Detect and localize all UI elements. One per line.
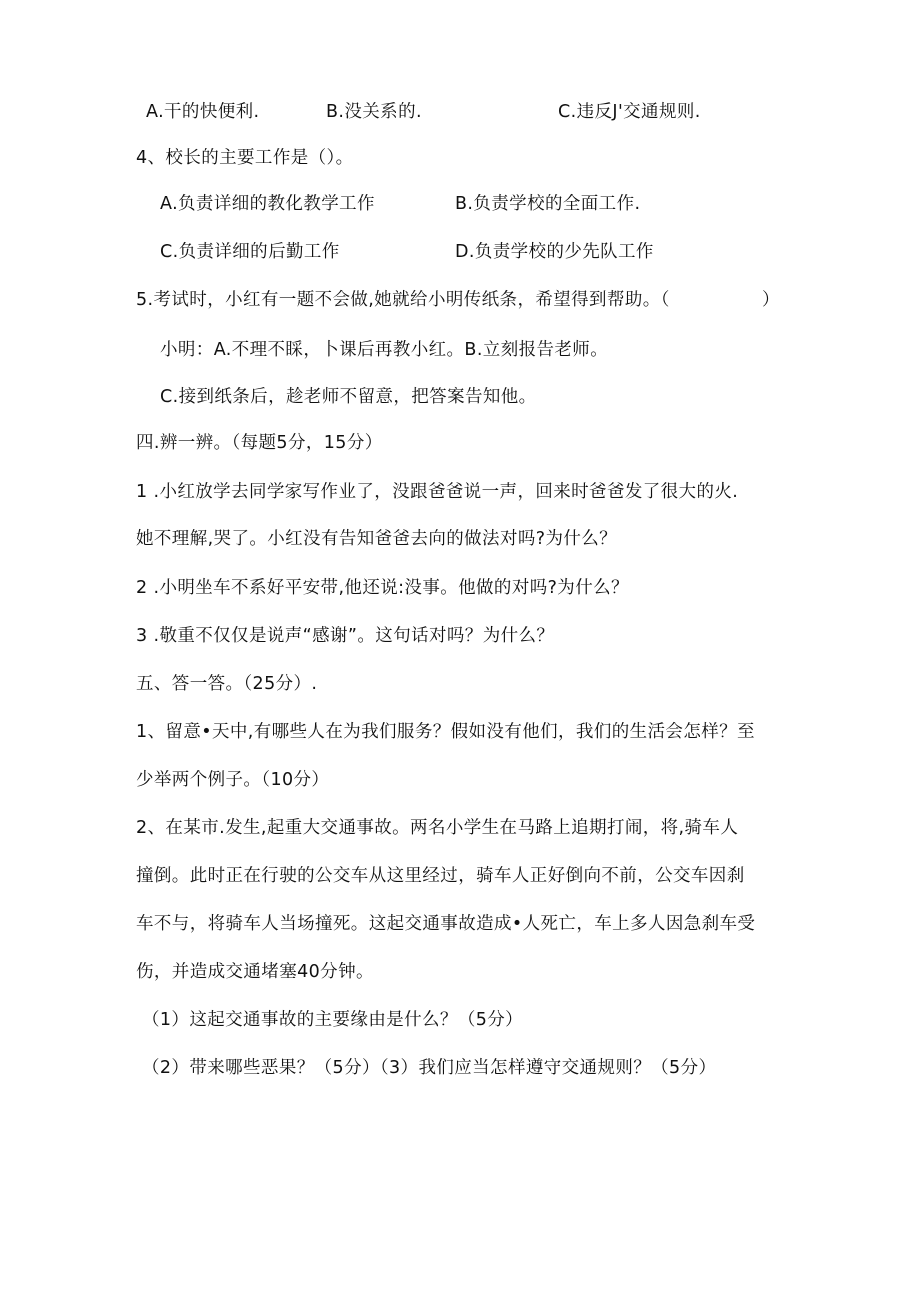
q5-stem-close-paren: ） — [762, 290, 780, 310]
q3-option-a: A.干的快便利. — [146, 102, 260, 122]
q5-option-c: C.接到纸条后，趁老师不留意，把答案告知他。 — [160, 387, 537, 407]
q5-stem: 5.考试时，小红有一题不会做,她就给小明传纸条，希望得到帮助。（ — [136, 290, 670, 310]
section4-heading: 四.辨一辨。（每题5分，15分） — [136, 433, 383, 453]
section5-q1-line1: 1、留意•天中,有哪些人在为我们服务？假如没有他们，我们的生活会怎样？至 — [136, 722, 755, 742]
section5-q2-line4: 伤，并造成交通堵塞40分钟。 — [136, 962, 374, 982]
section4-q3: 3 .敬重不仅仅是说声“感谢”。这句话对吗？为什么？ — [136, 626, 555, 646]
q4-option-a: A.负责详细的教化教学工作 — [160, 194, 375, 214]
q4-stem: 4、校长的主要工作是（）。 — [136, 148, 354, 168]
section5-heading: 五、答一答。（25分）. — [136, 674, 318, 694]
q4-option-c: C.负责详细的后勤工作 — [160, 242, 340, 262]
q3-option-c: C.违反J'交通规则. — [558, 102, 701, 122]
section5-q2-line2: 撞倒。此时正在行驶的公交车从这里经过，骑车人正好倒向不前，公交车因刹 — [136, 866, 745, 886]
q3-option-b: B.没关系的. — [326, 102, 422, 122]
section4-q1-line1: 1 .小红放学去同学家写作业了，没跟爸爸说一声，回来时爸爸发了很大的火. — [136, 482, 739, 502]
section5-q1-line2: 少举两个例子。（10分） — [136, 770, 330, 790]
section5-q2-line1: 2、在某市.发生,起重大交通事故。两名小学生在马路上追期打闹，将,骑车人 — [136, 818, 739, 838]
section5-subquestion-1: （1）这起交通事故的主要缘由是什么？（5分） — [142, 1010, 524, 1030]
section4-q1-line2: 她不理解,哭了。小红没有告知爸爸去向的做法对吗?为什么？ — [136, 529, 618, 549]
q5-option-line: 小明：A.不理不睬，卜课后再教小红。B.立刻报告老师。 — [160, 340, 609, 360]
q4-option-d: D.负责学校的少先队工作 — [455, 242, 654, 262]
section4-q2: 2 .小明坐车不系好平安带,他还说:没事。他做的对吗?为什么？ — [136, 578, 629, 598]
q4-option-b: B.负责学校的全面工作. — [455, 194, 641, 214]
section5-q2-line3: 车不与，将骑车人当场撞死。这起交通事故造成•人死亡，车上多人因急刹车受 — [136, 914, 756, 934]
section5-subquestion-2-3: （2）带来哪些恶果？（5分）（3）我们应当怎样遵守交通规则？（5分） — [142, 1058, 717, 1078]
